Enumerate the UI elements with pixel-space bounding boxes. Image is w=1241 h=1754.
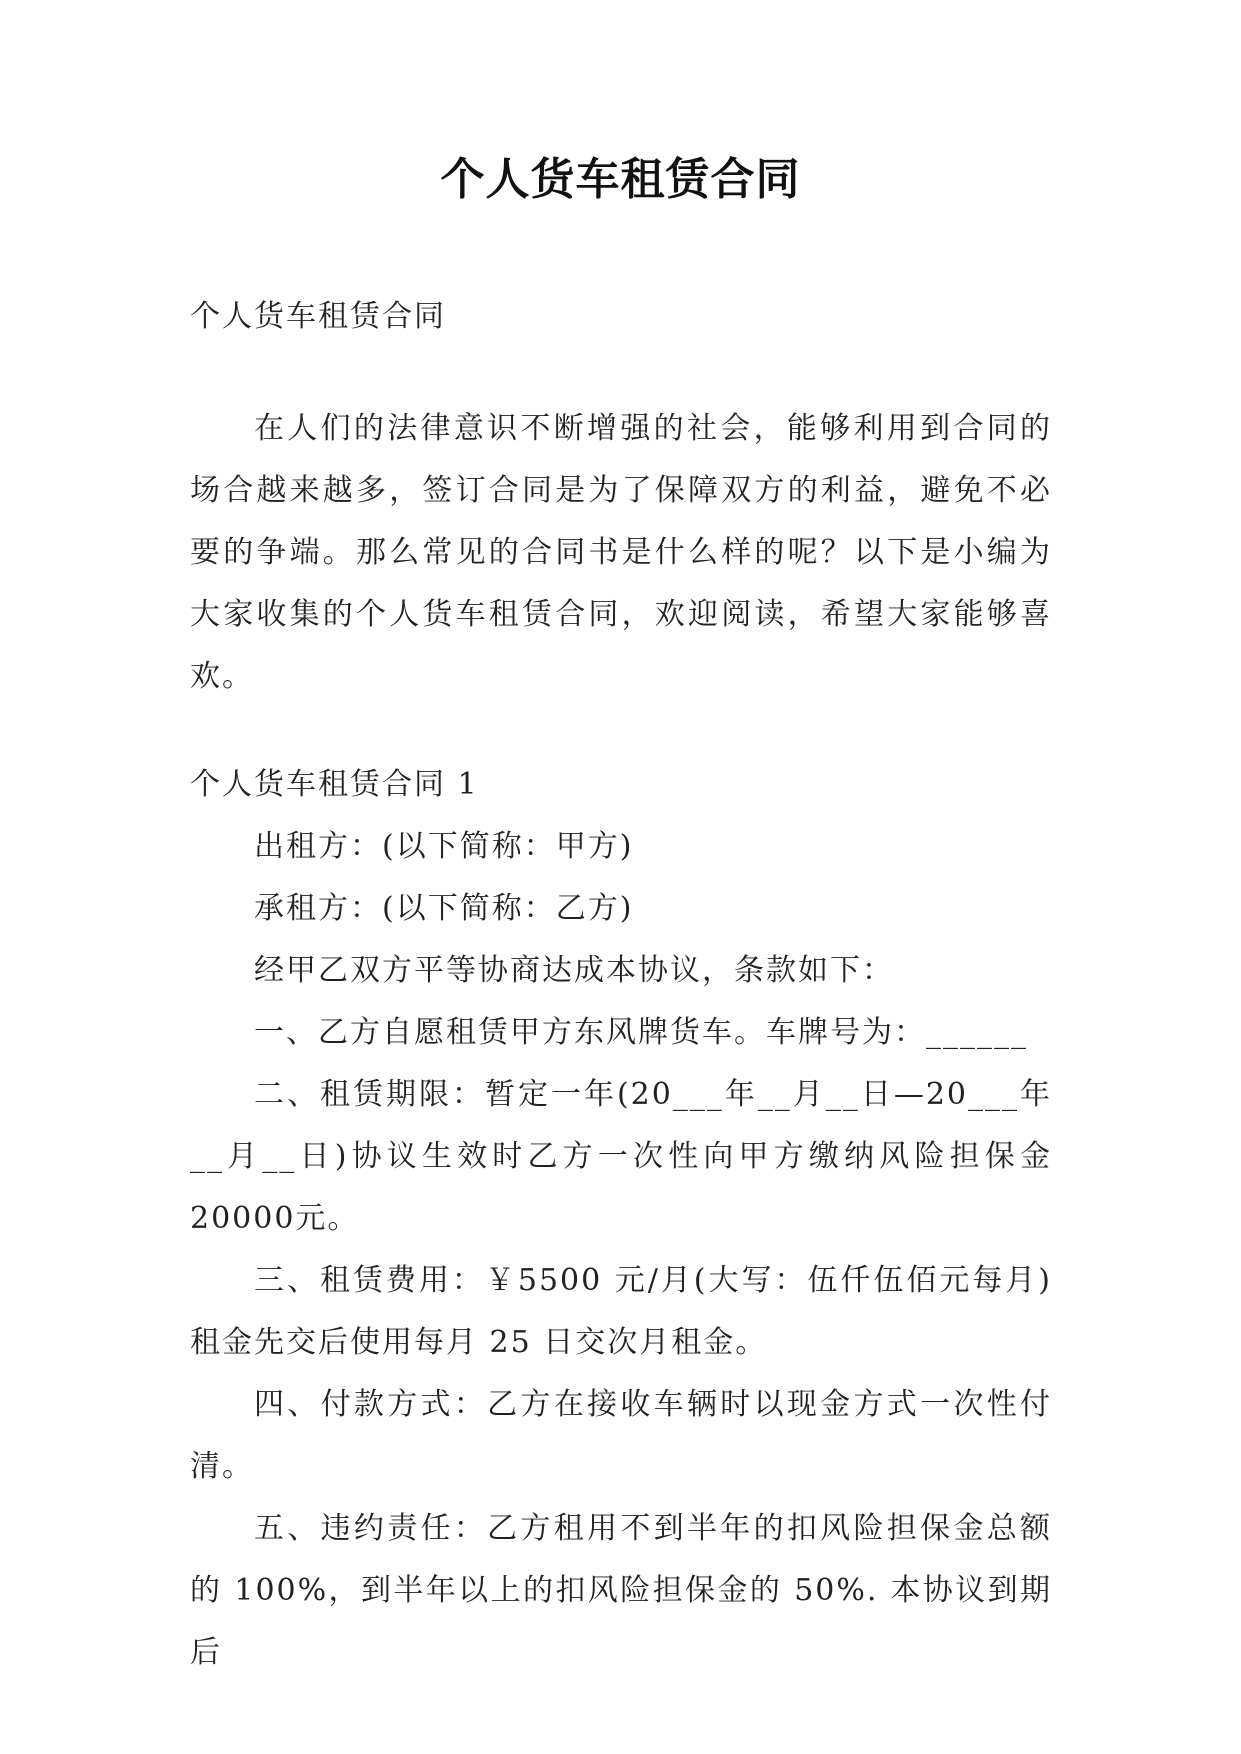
clause-5: 五、违约责任：乙方租用不到半年的扣风险担保金总额的 100%，到半年以上的扣风险担保金的 50%. 本协议到期后 <box>190 1511 1052 1670</box>
clause-3: 三、租赁费用：￥5500 元/月(大写：伍仟伍佰元每月)租金先交后使用每月 25 日交次月租金。 <box>190 1263 1052 1360</box>
document-title: 个人货车租赁合同 <box>440 154 801 205</box>
agreement-intro: 经甲乙双方平等协商达成本协议，条款如下： <box>254 953 894 988</box>
document-subtitle: 个人货车租赁合同 <box>190 299 446 334</box>
lessor-line: 出租方：(以下简称：甲方) <box>254 829 634 864</box>
contract-heading: 个人货车租赁合同 1 <box>190 767 479 802</box>
contract-body <box>190 754 1052 1684</box>
clause-2: 二、租赁期限：暂定一年(20___年__月__日—20___年__月__日)协议生效时乙方一次性向甲方缴纳风险担保金20000元。 <box>190 1077 1052 1236</box>
intro-paragraph: 在人们的法律意识不断增强的社会，能够利用到合同的场合越来越多，签订合同是为了保障双方的利益，避免不必要的争端。那么常见的合同书是什么样的呢？以下是小编为大家收集的个人货车租赁合同，欢迎阅读，希望大家能够喜欢。 <box>190 411 1052 694</box>
clause-1: 一、乙方自愿租赁甲方东风牌货车。车牌号为：______ <box>254 1015 1028 1050</box>
clause-4: 四、付款方式：乙方在接收车辆时以现金方式一次性付清。 <box>190 1387 1052 1484</box>
lessee-line: 承租方：(以下简称：乙方) <box>254 891 634 926</box>
